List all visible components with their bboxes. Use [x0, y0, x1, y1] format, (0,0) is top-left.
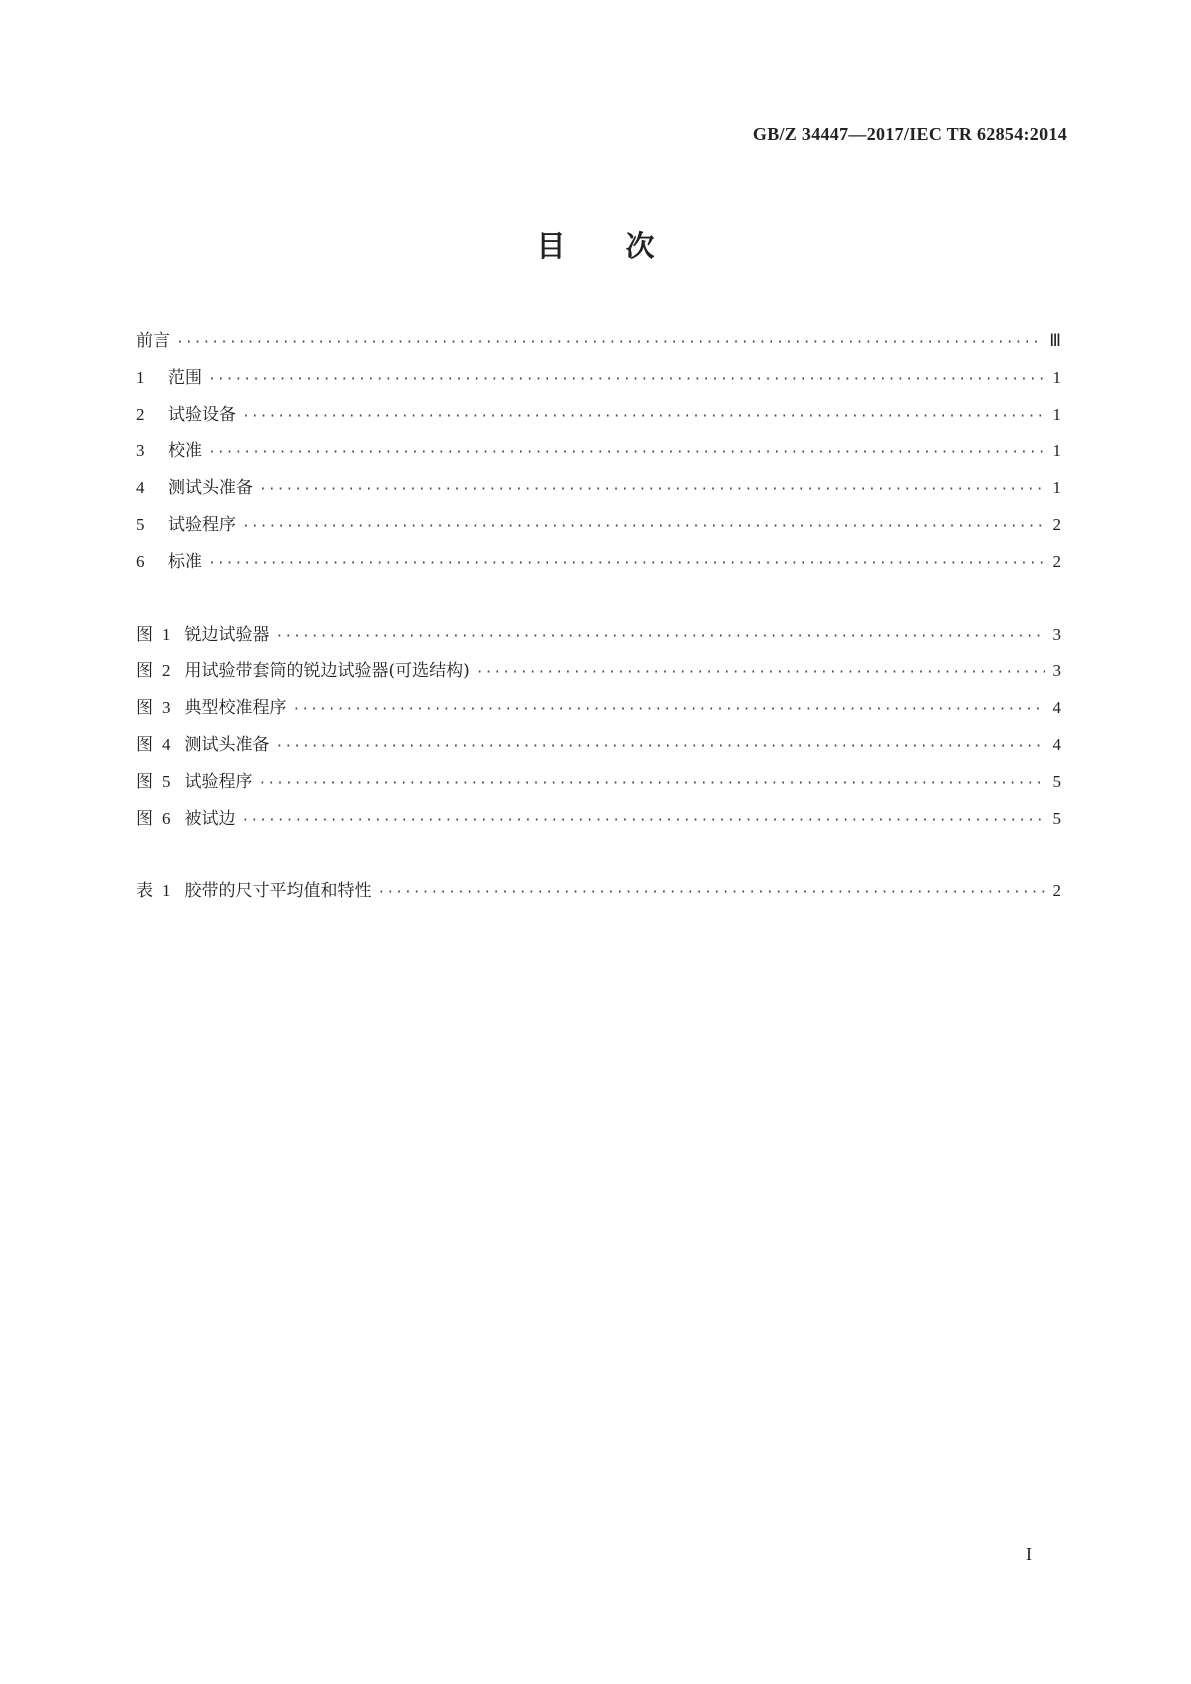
toc-entry-label: 校准 [168, 441, 202, 462]
toc-entry-page: 1 [1052, 367, 1061, 387]
toc-entry-number: 4 [162, 734, 171, 754]
toc-entry-label: 胶带的尺寸平均值和特性 [184, 881, 372, 902]
toc-entry-figure-4[interactable] [136, 727, 1061, 764]
toc-entry-label: 测试头准备 [168, 478, 253, 499]
toc-entry-section-2[interactable] [136, 397, 1061, 434]
toc-entry-page: 1 [1052, 441, 1061, 461]
dot-leader [208, 546, 1045, 583]
toc-figures [136, 617, 1061, 838]
toc-entry-page: Ⅲ [1049, 331, 1061, 350]
page-title: 目次 [536, 229, 715, 263]
toc-entry-page: 1 [1052, 478, 1061, 498]
toc-entry-label: 锐边试验器 [184, 624, 270, 645]
toc-entry-prefix: 图 [136, 771, 153, 792]
toc-entry-figure-1[interactable] [136, 617, 1061, 654]
toc-entry-label: 被试边 [184, 808, 236, 829]
dot-leader [242, 803, 1046, 840]
toc-entry-section-5[interactable] [136, 507, 1061, 544]
dot-leader [378, 875, 1046, 912]
dot-leader [242, 399, 1045, 436]
toc-entry-section-1[interactable] [136, 360, 1061, 397]
toc-entry-number: 6 [162, 808, 171, 828]
toc-entry-page: 2 [1052, 514, 1061, 534]
toc-entry-page: 4 [1052, 698, 1061, 718]
dot-leader [176, 325, 1043, 362]
toc-entry-prefix: 图 [136, 661, 153, 682]
toc-entry-page: 3 [1052, 624, 1061, 644]
toc-entry-prefix: 图 [136, 808, 153, 829]
toc-entry-number: 1 [162, 881, 171, 901]
dot-leader [242, 509, 1045, 546]
toc-entry-page: 3 [1052, 661, 1061, 681]
toc-entry-label: 标准 [168, 551, 202, 572]
toc-entry-label: 前言 [136, 331, 170, 351]
toc-entry-number: 5 [136, 514, 145, 534]
page-number: I [1026, 1544, 1032, 1564]
toc-entry-table-1[interactable] [136, 873, 1061, 910]
dot-leader [208, 435, 1045, 472]
toc-sections [136, 323, 1061, 581]
standard-number-header: GB/Z 34447—2017/IEC TR 62854:2014 [752, 124, 1067, 144]
dot-leader [259, 472, 1045, 509]
toc-entry-figure-3[interactable] [136, 690, 1061, 727]
toc-entry-section-4[interactable] [136, 470, 1061, 507]
toc-entry-prefix: 图 [136, 734, 153, 755]
toc-tables [136, 873, 1061, 910]
toc-entry-number: 5 [162, 771, 171, 791]
toc-entry-page: 5 [1052, 808, 1061, 828]
toc-entry-page: 2 [1052, 881, 1061, 901]
toc-entry-prefix: 图 [136, 624, 153, 645]
toc-entry-page: 4 [1052, 734, 1061, 754]
toc-entry-number: 6 [136, 551, 145, 571]
toc-entry-prefix: 图 [136, 698, 153, 719]
toc-entry-number: 3 [136, 441, 145, 461]
toc-entry-number: 4 [136, 478, 145, 498]
toc-entry-label: 试验程序 [184, 771, 253, 792]
toc-entry-page: 2 [1052, 551, 1061, 571]
dot-leader [208, 362, 1045, 399]
toc-entry-label: 试验程序 [168, 514, 236, 535]
toc-entry-label: 范围 [168, 367, 202, 388]
toc-entry-prefix: 表 [136, 881, 153, 902]
toc-entry-section-3[interactable] [136, 433, 1061, 470]
toc-entry-foreword[interactable] [136, 323, 1061, 360]
toc-entry-number: 2 [162, 661, 171, 681]
toc-entry-number: 1 [162, 624, 171, 644]
toc-entry-figure-2[interactable] [136, 653, 1061, 690]
dot-leader [259, 766, 1046, 803]
dot-leader [293, 692, 1046, 729]
toc-entry-section-6[interactable] [136, 544, 1061, 581]
toc-entry-page: 1 [1052, 404, 1061, 424]
toc-entry-page: 5 [1052, 771, 1061, 791]
toc-entry-number: 1 [136, 367, 145, 387]
dot-leader [476, 655, 1045, 692]
toc-entry-number: 2 [136, 404, 145, 424]
toc-entry-label: 测试头准备 [184, 734, 270, 755]
dot-leader [276, 619, 1046, 656]
toc-entry-label: 用试验带套筒的锐边试验器(可选结构) [184, 661, 470, 682]
toc-entry-label: 试验设备 [168, 404, 236, 425]
toc-entry-number: 3 [162, 698, 171, 718]
toc-entry-label: 典型校准程序 [184, 698, 287, 719]
table-of-contents [136, 323, 1061, 910]
toc-entry-figure-5[interactable] [136, 764, 1061, 801]
toc-entry-figure-6[interactable] [136, 801, 1061, 838]
dot-leader [276, 729, 1046, 766]
